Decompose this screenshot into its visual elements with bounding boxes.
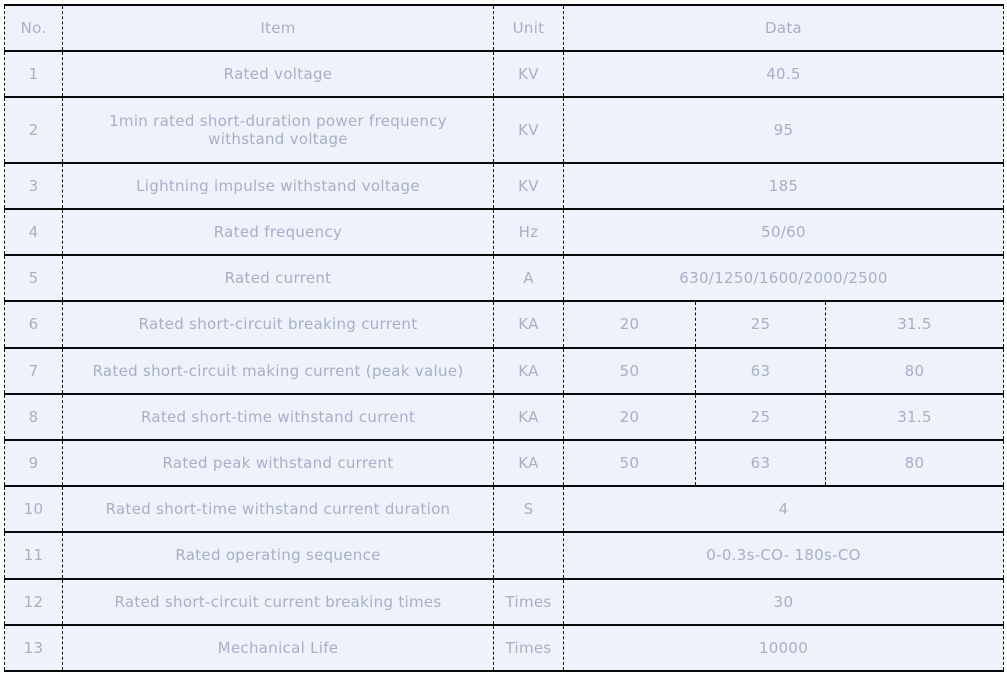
no-cell: 6 — [5, 301, 63, 347]
data-sub-cell: 80 — [826, 440, 1004, 486]
unit-cell: Times — [494, 579, 564, 625]
data-sub-cell: 25 — [696, 394, 826, 440]
data-sub-cell: 31.5 — [826, 394, 1004, 440]
item-cell: Rated short-circuit making current (peak value) — [63, 348, 494, 394]
unit-cell: Hz — [494, 209, 564, 255]
item-cell: Rated operating sequence — [63, 532, 494, 578]
header-cell-unit: Unit — [494, 5, 564, 51]
item-cell: Rated voltage — [63, 51, 494, 97]
data-cell: 50/60 — [564, 209, 1004, 255]
unit-cell: Times — [494, 625, 564, 671]
data-cell: 40.5 — [564, 51, 1004, 97]
data-sub-cell: 20 — [564, 301, 696, 347]
unit-cell: KA — [494, 440, 564, 486]
header-row — [5, 5, 1004, 51]
table-row — [5, 255, 1004, 301]
table-row — [5, 97, 1004, 162]
data-sub-cell: 20 — [564, 394, 696, 440]
unit-cell — [494, 532, 564, 578]
unit-cell: KA — [494, 301, 564, 347]
no-cell: 3 — [5, 163, 63, 209]
data-sub-cell: 63 — [696, 440, 826, 486]
table-row — [5, 532, 1004, 578]
data-sub-cell: 63 — [696, 348, 826, 394]
table-row — [5, 486, 1004, 532]
item-cell: Rated short-circuit current breaking times — [63, 579, 494, 625]
table-row — [5, 625, 1004, 671]
data-sub-cell: 50 — [564, 348, 696, 394]
no-cell: 13 — [5, 625, 63, 671]
unit-cell: KA — [494, 348, 564, 394]
unit-cell: KV — [494, 51, 564, 97]
no-cell: 11 — [5, 532, 63, 578]
table-row — [5, 394, 1004, 440]
data-cell: 630/1250/1600/2000/2500 — [564, 255, 1004, 301]
data-sub-cell: 25 — [696, 301, 826, 347]
no-cell: 8 — [5, 394, 63, 440]
item-cell: Rated current — [63, 255, 494, 301]
item-cell: Lightning impulse withstand voltage — [63, 163, 494, 209]
item-cell: Mechanical Life — [63, 625, 494, 671]
no-cell: 5 — [5, 255, 63, 301]
table-row — [5, 209, 1004, 255]
header-cell-data: Data — [564, 5, 1004, 51]
table-row — [5, 163, 1004, 209]
header-cell-item: Item — [63, 5, 494, 51]
unit-cell: S — [494, 486, 564, 532]
data-sub-cell: 80 — [826, 348, 1004, 394]
data-cell: 4 — [564, 486, 1004, 532]
data-cell: 30 — [564, 579, 1004, 625]
item-cell: 1min rated short-duration power frequency withstand voltage — [63, 97, 494, 162]
no-cell: 1 — [5, 51, 63, 97]
unit-cell: A — [494, 255, 564, 301]
item-cell: Rated short-circuit breaking current — [63, 301, 494, 347]
table-row — [5, 51, 1004, 97]
data-cell: 0-0.3s-CO- 180s-CO — [564, 532, 1004, 578]
data-cell: 185 — [564, 163, 1004, 209]
table-row — [5, 301, 1004, 347]
no-cell: 7 — [5, 348, 63, 394]
item-cell: Rated short-time withstand current duration — [63, 486, 494, 532]
no-cell: 10 — [5, 486, 63, 532]
item-cell: Rated frequency — [63, 209, 494, 255]
table-row — [5, 440, 1004, 486]
no-cell: 4 — [5, 209, 63, 255]
table-row — [5, 348, 1004, 394]
header-cell-no: No. — [5, 5, 63, 51]
table-row — [5, 579, 1004, 625]
specifications-table — [4, 4, 1004, 672]
item-cell: Rated peak withstand current — [63, 440, 494, 486]
unit-cell: KA — [494, 394, 564, 440]
no-cell: 12 — [5, 579, 63, 625]
unit-cell: KV — [494, 163, 564, 209]
no-cell: 2 — [5, 97, 63, 162]
data-cell: 95 — [564, 97, 1004, 162]
data-cell: 10000 — [564, 625, 1004, 671]
no-cell: 9 — [5, 440, 63, 486]
data-sub-cell: 50 — [564, 440, 696, 486]
item-cell: Rated short-time withstand current — [63, 394, 494, 440]
unit-cell: KV — [494, 97, 564, 162]
data-sub-cell: 31.5 — [826, 301, 1004, 347]
